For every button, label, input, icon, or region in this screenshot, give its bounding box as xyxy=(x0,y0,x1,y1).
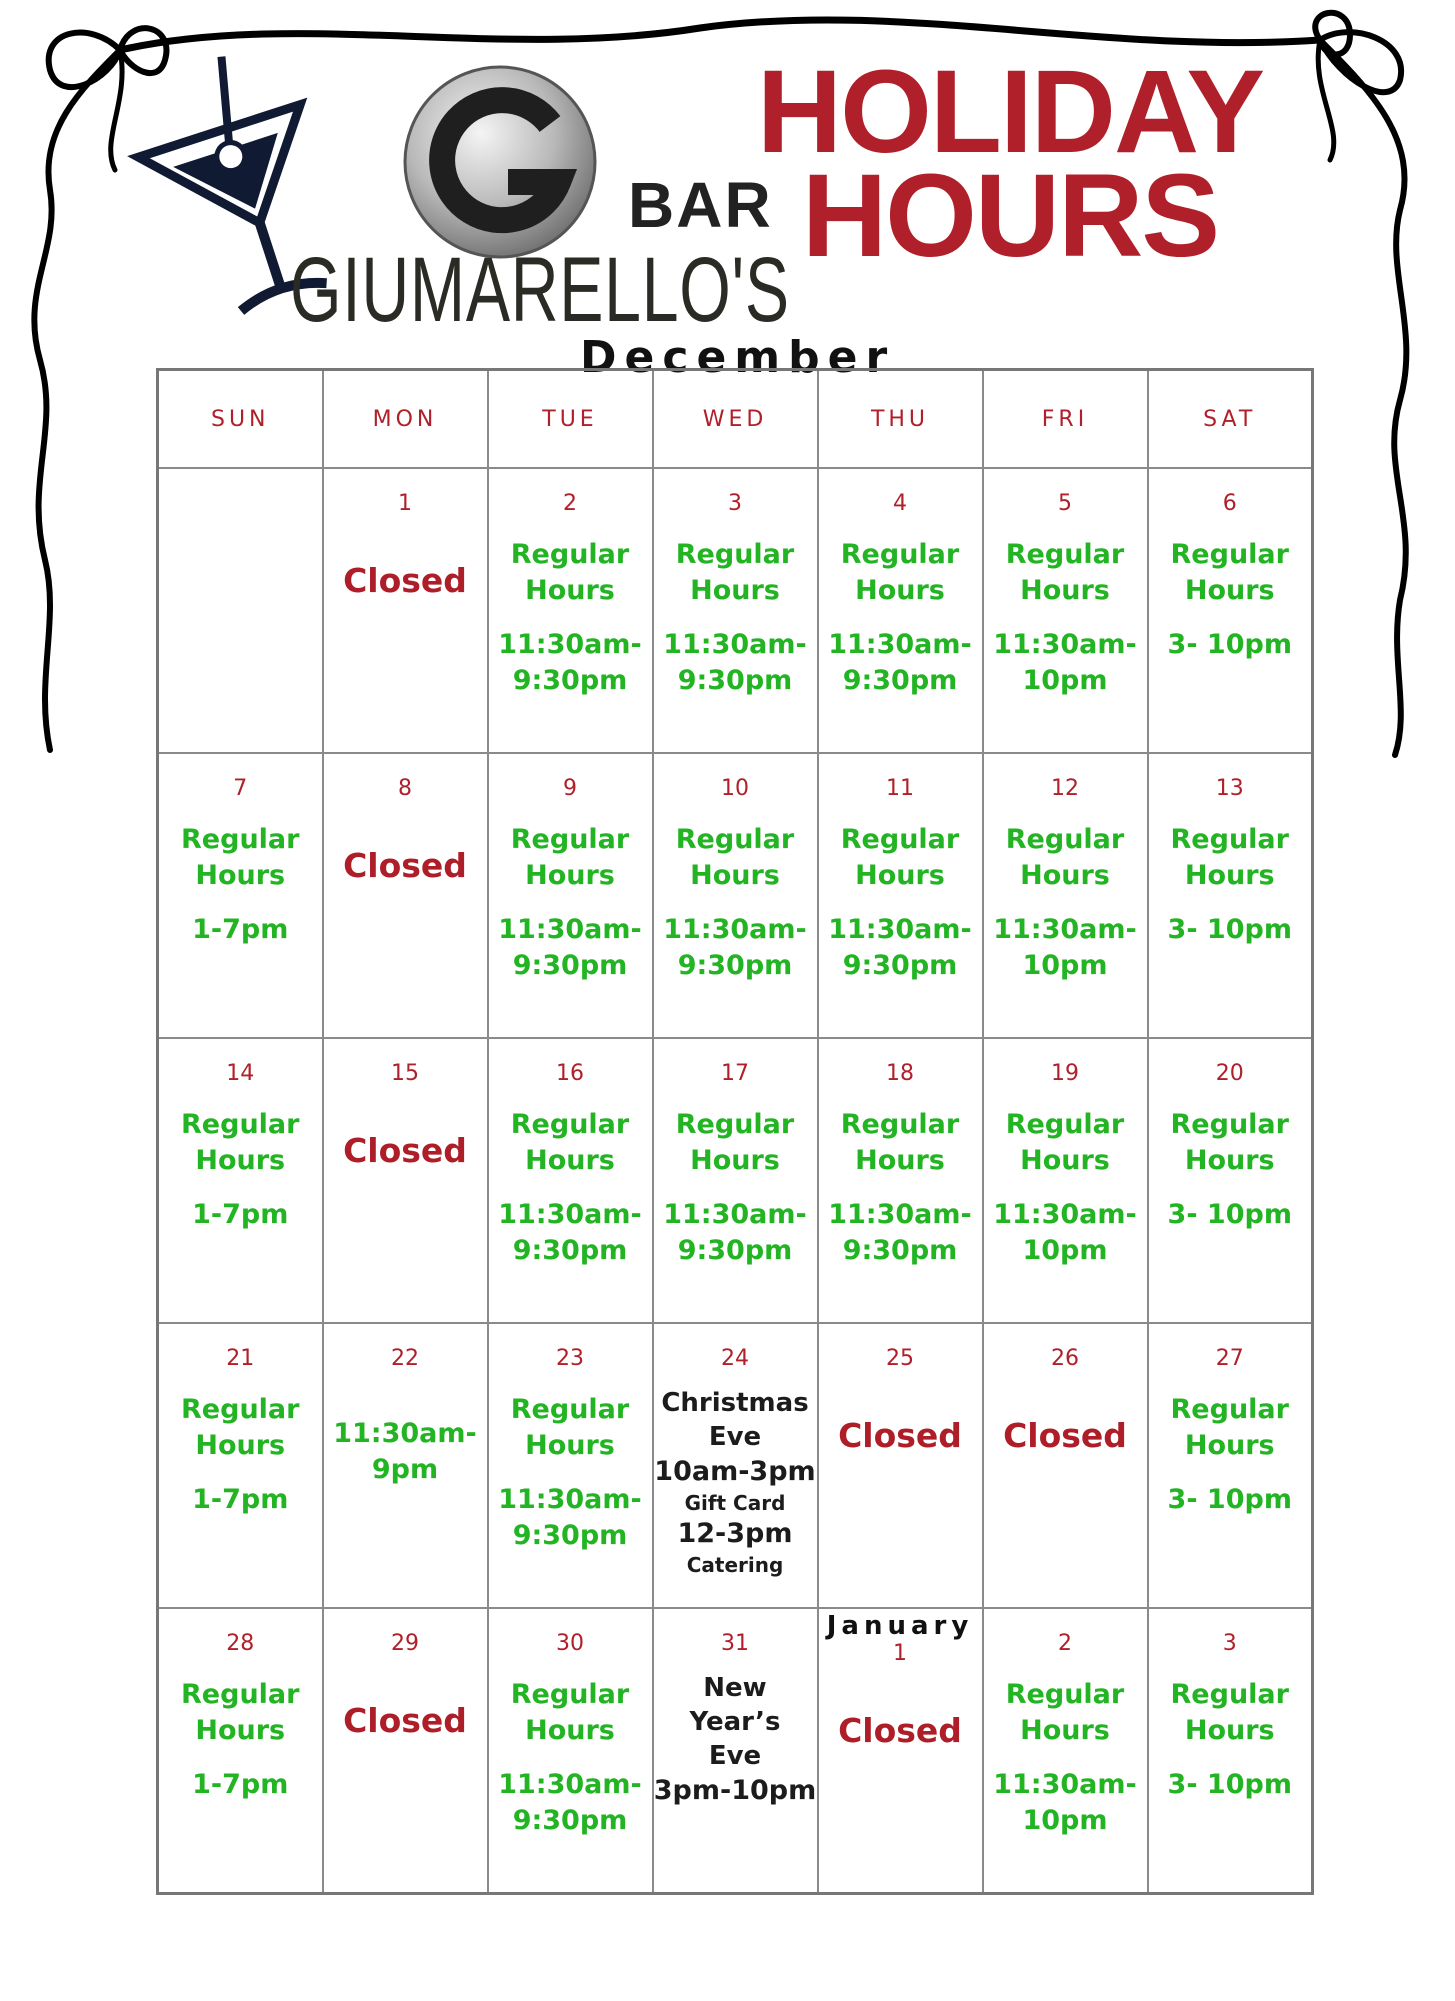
hours-text: 3- 10pm xyxy=(1167,1769,1292,1800)
day-number: 16 xyxy=(556,1061,584,1086)
bar-label: BAR xyxy=(628,169,773,241)
hours-text: 11:30am- 10pm xyxy=(993,914,1137,981)
hours-text: 3- 10pm xyxy=(1167,1484,1292,1515)
regular-hours-label: Regular Hours xyxy=(1170,539,1289,606)
regular-hours-label: Regular Hours xyxy=(1005,539,1125,606)
weekday-sat: SAT xyxy=(1148,370,1313,469)
regular-hours-label: Regular Hours xyxy=(510,824,630,891)
day-cell xyxy=(488,468,653,753)
day-number: 24 xyxy=(721,1346,749,1371)
weekday-thu: THU xyxy=(818,370,983,469)
day-cell xyxy=(983,1608,1148,1894)
day-number: 4 xyxy=(893,491,907,516)
day-number: 26 xyxy=(1051,1346,1079,1371)
hours-text: 3- 10pm xyxy=(1167,629,1292,660)
special-event-line: Christmas xyxy=(661,1388,809,1418)
day-cell xyxy=(983,468,1148,753)
day-cell xyxy=(158,1323,323,1608)
hours-text: 11:30am- 9:30pm xyxy=(828,1199,972,1266)
regular-hours-label: Regular Hours xyxy=(510,1394,630,1461)
hours-text: 3- 10pm xyxy=(1167,914,1292,945)
day-number: 2 xyxy=(563,491,577,516)
hours-text: 11:30am- 9:30pm xyxy=(498,1199,642,1266)
day-cell xyxy=(818,753,983,1038)
day-cell xyxy=(158,1038,323,1323)
month-label: January xyxy=(826,1611,974,1641)
hours-text: 1-7pm xyxy=(192,1769,289,1800)
hours-text: 11:30am- 9:30pm xyxy=(498,1769,642,1836)
week-row xyxy=(158,468,1313,753)
weekday-sun: SUN xyxy=(158,370,323,469)
day-cell xyxy=(323,1038,488,1323)
day-cell xyxy=(323,468,488,753)
regular-hours-label: Regular Hours xyxy=(675,1109,795,1176)
title-line2: HOURS xyxy=(801,150,1219,282)
brand-name: GIUMARELLO'S xyxy=(290,239,790,341)
special-event-line: Catering xyxy=(686,1553,784,1577)
day-cell xyxy=(818,1323,983,1608)
day-cell xyxy=(818,1038,983,1323)
weekday-mon: MON xyxy=(323,370,488,469)
regular-hours-label: Regular Hours xyxy=(510,539,630,606)
regular-hours-label: Regular Hours xyxy=(840,539,960,606)
regular-hours-label: Regular Hours xyxy=(1170,1679,1289,1746)
regular-hours-label: Regular Hours xyxy=(510,1109,630,1176)
day-cell xyxy=(653,1038,818,1323)
page-title xyxy=(740,46,1280,282)
closed-label: Closed xyxy=(343,846,467,885)
day-cell xyxy=(818,468,983,753)
day-cell xyxy=(158,1608,323,1894)
day-number: 3 xyxy=(1222,1631,1237,1656)
special-event-line: 3pm-10pm xyxy=(653,1775,817,1806)
day-cell xyxy=(323,1323,488,1608)
day-number: 18 xyxy=(886,1061,914,1086)
closed-label: Closed xyxy=(838,1416,962,1455)
day-number: 28 xyxy=(226,1631,255,1656)
hours-text: 11:30am- 9:30pm xyxy=(663,914,807,981)
day-number xyxy=(159,491,322,521)
week-row xyxy=(158,1323,1313,1608)
month-title: December xyxy=(580,332,896,383)
special-event xyxy=(654,1386,817,1578)
special-event-line: 12-3pm xyxy=(677,1518,793,1549)
day-cell xyxy=(488,1323,653,1608)
day-number: 1 xyxy=(398,491,412,516)
day-number: 3 xyxy=(728,491,742,516)
regular-hours-label: Regular Hours xyxy=(1005,1679,1125,1746)
regular-hours-label: Regular Hours xyxy=(675,539,795,606)
day-cell xyxy=(983,1323,1148,1608)
hours-text: 11:30am- 9:30pm xyxy=(498,1484,642,1551)
calendar-grid xyxy=(156,368,1314,1895)
day-cell xyxy=(323,1608,488,1894)
regular-hours-label: Regular Hours xyxy=(1005,1109,1125,1176)
day-cell xyxy=(818,1608,983,1894)
regular-hours-label: Regular Hours xyxy=(840,1109,960,1176)
closed-label: Closed xyxy=(838,1711,962,1750)
day-number: 29 xyxy=(391,1631,419,1656)
day-number: 6 xyxy=(1222,491,1237,516)
day-number: 22 xyxy=(391,1346,419,1371)
weekday-wed: WED xyxy=(653,370,818,469)
weekday-header-row xyxy=(158,370,1313,469)
day-cell xyxy=(983,753,1148,1038)
regular-hours-label: Regular Hours xyxy=(510,1679,630,1746)
regular-hours-label: Regular Hours xyxy=(181,1394,300,1461)
day-cell xyxy=(488,753,653,1038)
day-number: 27 xyxy=(1215,1346,1244,1371)
day-cell xyxy=(653,468,818,753)
closed-label: Closed xyxy=(343,1131,467,1170)
hours-text: 11:30am- 9:30pm xyxy=(828,914,972,981)
hours-text: 1-7pm xyxy=(192,1484,289,1515)
hours-text: 11:30am- 9pm xyxy=(333,1418,477,1485)
day-cell xyxy=(1148,753,1313,1038)
special-event-line: 10am-3pm xyxy=(654,1456,816,1487)
day-number: 10 xyxy=(721,776,749,801)
weekday-fri: FRI xyxy=(983,370,1148,469)
day-number: 1 xyxy=(893,1641,907,1666)
day-number: 19 xyxy=(1051,1061,1079,1086)
calendar-body xyxy=(158,468,1313,1894)
g-logo xyxy=(400,62,600,262)
day-number: 7 xyxy=(233,776,248,801)
closed-label: Closed xyxy=(343,561,467,600)
regular-hours-label: Regular Hours xyxy=(1170,1109,1289,1176)
week-row xyxy=(158,1038,1313,1323)
weekday-tue: TUE xyxy=(488,370,653,469)
day-cell xyxy=(158,468,323,753)
day-number: 17 xyxy=(721,1061,749,1086)
hours-text: 1-7pm xyxy=(192,1199,289,1230)
hours-text: 3- 10pm xyxy=(1167,1199,1292,1230)
regular-hours-label: Regular Hours xyxy=(181,1109,300,1176)
day-number: 31 xyxy=(721,1631,749,1656)
day-cell xyxy=(1148,468,1313,753)
day-number: 14 xyxy=(226,1061,255,1086)
hours-text: 11:30am- 9:30pm xyxy=(663,629,807,696)
regular-hours-label: Regular Hours xyxy=(1170,824,1289,891)
special-event-line: Eve xyxy=(708,1741,762,1771)
week-row xyxy=(158,1608,1313,1894)
day-cell xyxy=(983,1038,1148,1323)
regular-hours-label: Regular Hours xyxy=(181,1679,300,1746)
day-cell xyxy=(488,1608,653,1894)
day-number: 11 xyxy=(886,776,914,801)
day-number: 25 xyxy=(886,1346,914,1371)
special-event-line: Eve xyxy=(708,1422,762,1452)
day-cell xyxy=(158,753,323,1038)
day-cell xyxy=(1148,1608,1313,1894)
day-number: 15 xyxy=(391,1061,419,1086)
day-number: 2 xyxy=(1058,1631,1072,1656)
header xyxy=(0,0,1455,341)
day-cell xyxy=(488,1038,653,1323)
closed-label: Closed xyxy=(343,1701,467,1740)
day-cell xyxy=(653,753,818,1038)
regular-hours-label: Regular Hours xyxy=(1170,1394,1289,1461)
regular-hours-label: Regular Hours xyxy=(675,824,795,891)
hours-text: 11:30am- 10pm xyxy=(993,629,1137,696)
special-event-line: New Year’s xyxy=(689,1673,781,1737)
regular-hours-label: Regular Hours xyxy=(181,824,300,891)
special-event-line: Gift Card xyxy=(684,1491,786,1515)
day-number: 13 xyxy=(1215,776,1244,801)
hours-text: 11:30am- 10pm xyxy=(993,1769,1137,1836)
regular-hours-label: Regular Hours xyxy=(840,824,960,891)
hours-text: 11:30am- 9:30pm xyxy=(498,629,642,696)
day-number: 9 xyxy=(563,776,577,801)
hours-text: 11:30am- 9:30pm xyxy=(498,914,642,981)
day-number: 23 xyxy=(556,1346,584,1371)
day-cell xyxy=(1148,1038,1313,1323)
day-cell xyxy=(653,1323,818,1608)
day-number: 30 xyxy=(556,1631,584,1656)
day-cell xyxy=(1148,1323,1313,1608)
title-line1: HOLIDAY xyxy=(756,46,1264,178)
regular-hours-label: Regular Hours xyxy=(1005,824,1125,891)
day-cell xyxy=(653,1608,818,1894)
hours-text: 1-7pm xyxy=(192,914,289,945)
closed-label: Closed xyxy=(1003,1416,1127,1455)
special-event xyxy=(654,1671,817,1809)
day-cell xyxy=(323,753,488,1038)
hours-text: 11:30am- 9:30pm xyxy=(663,1199,807,1266)
day-number: 20 xyxy=(1215,1061,1244,1086)
day-number: 21 xyxy=(226,1346,255,1371)
day-number: 12 xyxy=(1051,776,1079,801)
hours-text: 11:30am- 10pm xyxy=(993,1199,1137,1266)
day-number: 5 xyxy=(1058,491,1072,516)
hours-text: 11:30am- 9:30pm xyxy=(828,629,972,696)
week-row xyxy=(158,753,1313,1038)
day-number: 8 xyxy=(398,776,412,801)
